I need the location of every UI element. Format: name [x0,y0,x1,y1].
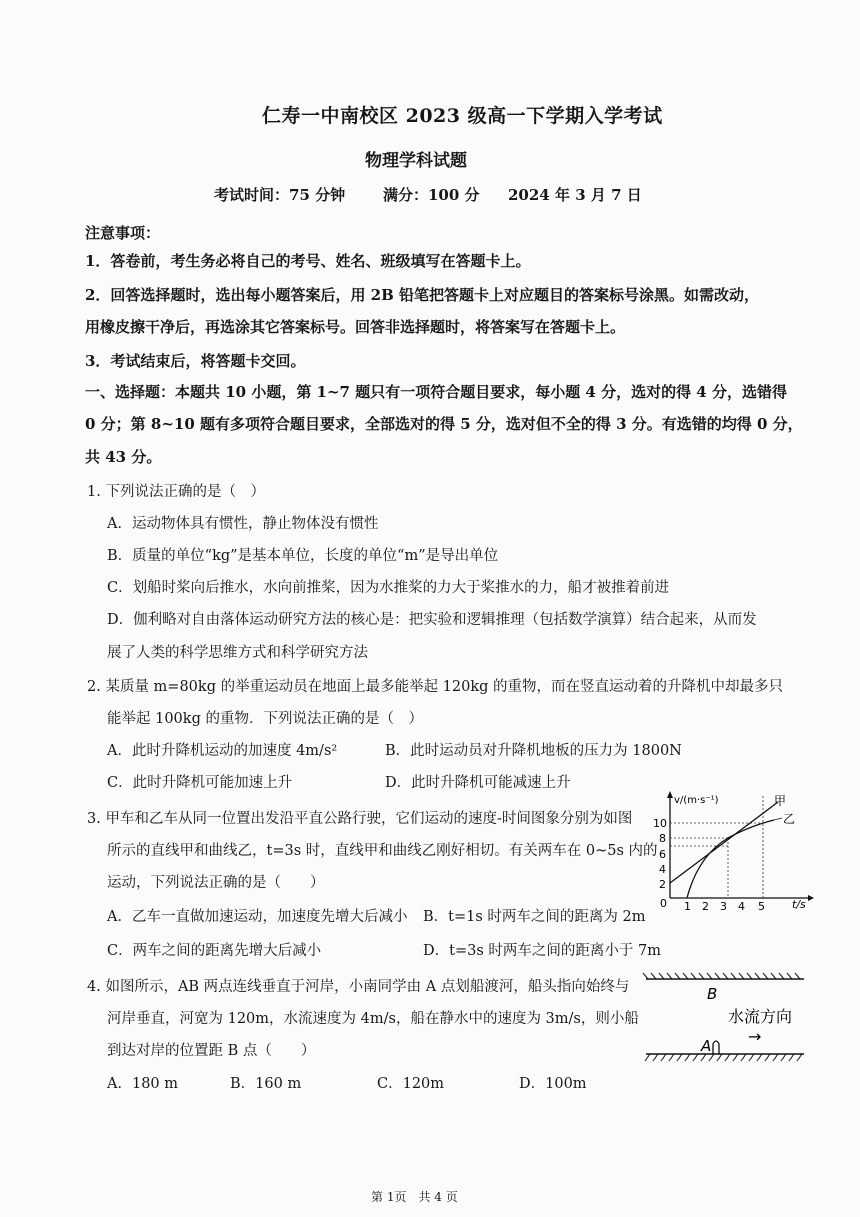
curve-yi-leader [774,818,782,820]
curve-yi-label: 乙 [783,812,796,826]
velocity-time-graph [640,786,820,910]
y-tick-label: 2 [659,878,666,891]
question-2-option-d: D．此时升降机可能减速上升 [385,775,571,791]
question-4-option-a: A．180 m [107,1076,179,1092]
far-bank-hatch [643,973,800,979]
flow-direction-label: 水流方向 [728,1007,793,1026]
exam-title: 仁寿一中南校区 2023 级高一下学期入学考试 [262,105,663,127]
question-2-stem: 2. 某质量 m=80kg 的举重运动员在地面上最多能举起 120kg 的重物，而在竖直运动着的升降机中却最多只 [87,679,784,695]
x-tick-label: 3 [720,900,727,910]
y-tick-label: 4 [659,863,666,876]
question-3-option-b: B．t=1s 时两车之间的距离为 2m [423,909,646,925]
question-3-option-a: A．乙车一直做加速运动，加速度先增大后减小 [107,909,408,925]
question-1-option-b: B．质量的单位“kg”是基本单位，长度的单位“m”是导出单位 [107,548,499,564]
y-tick-label: 10 [653,817,667,830]
section-instructions: 0 分；第 8~10 题有多项符合题目要求，全部选对的得 5 分，选对但不全的得 3 分。有选错的均得 0 分， [85,415,803,433]
question-1-option-c: C．划船时桨向后推水，水向前推桨，因为水推桨的力大于桨推水的力，船才被推着前进 [107,580,670,596]
question-2-option-c: C．此时升降机可能加速上升 [107,775,293,791]
question-4-option-d: D．100m [519,1076,587,1092]
near-bank-hatch [645,1054,802,1061]
x-tick-label: 4 [738,900,745,910]
question-4-stem: 4. 如图所示，AB 两点连线垂直于河岸，小南同学由 A 点划船渡河，船头指向始终与 [87,979,630,995]
y-tick-label: 6 [659,848,666,861]
question-1-option-d-cont: 展了人类的科学思维方式和科学研究方法 [107,645,368,661]
question-1-option-a: A．运动物体具有惯性，静止物体没有惯性 [107,516,379,532]
question-3-stem: 3. 甲车和乙车从同一位置出发沿平直公路行驶，它们运动的速度-时间图象分别为如图 [87,811,633,827]
section-instructions: 共 43 分。 [85,448,162,466]
point-b-label: B [707,985,718,1003]
curve-yi [687,820,774,898]
question-3-stem-cont: 运动，下列说法正确的是（ ） [107,875,325,891]
x-tick-label: 2 [702,900,709,910]
question-3-option-c: C．两车之间的距离先增大后减小 [107,943,322,959]
y-axis-label: v/(m·s⁻¹) [674,795,719,806]
point-a-label: A [701,1037,712,1055]
question-3-stem-cont: 所示的直线甲和曲线乙，t=3s 时，直线甲和曲线乙刚好相切。有关两车在 0~5s 内的 [107,843,658,859]
page-footer: 第 1页 共 4 页 [371,1190,458,1204]
notice-item: 2．回答选择题时，选出每小题答案后，用 2B 铅笔把答题卡上对应题目的答案标号涂黑。如需改动， [85,286,760,304]
flow-arrow-icon: → [748,1027,762,1046]
question-1-stem: 1. 下列说法正确的是（ ） [87,484,265,500]
origin-label: 0 [660,897,667,910]
exam-time: 考试时间：75 分钟 [214,186,346,204]
boat-icon [713,1041,719,1054]
section-instructions: 一、选择题：本题共 10 小题，第 1~7 题只有一项符合题目要求，每小题 4 分，选对的得 4 分，选错得 [85,383,787,401]
question-2-option-b: B．此时运动员对升降机地板的压力为 1800N [385,743,682,759]
question-4-stem-cont: 河岸垂直，河宽为 120m，水流速度为 4m/s，船在静水中的速度为 3m/s，则小船 [107,1011,639,1027]
question-2-stem-cont: 能举起 100kg 的重物．下列说法正确的是（ ） [107,711,423,727]
notice-item: 1．答卷前，考生务必将自己的考号、姓名、班级填写在答题卡上。 [85,252,531,270]
notice-item: 用橡皮擦干净后，再选涂其它答案标号。回答非选择题时，将答案写在答题卡上。 [85,318,626,336]
question-4-option-b: B．160 m [230,1076,302,1092]
y-axis-arrow [667,791,673,798]
notice-heading: 注意事项： [85,224,161,242]
question-2-option-a: A．此时升降机运动的加速度 4m/s² [107,743,338,759]
line-jia [670,802,778,883]
x-tick-label: 5 [758,900,765,910]
y-tick-label: 8 [659,832,666,845]
question-3-option-d: D．t=3s 时两车之间的距离小于 7m [423,943,661,959]
x-tick-label: 1 [684,900,691,910]
question-4-stem-cont: 到达对岸的位置距 B 点（ ） [107,1043,316,1059]
question-1-option-d: D．伽利略对自由落体运动研究方法的核心是：把实验和逻辑推理（包括数学演算）结合起来，从而发 [107,612,757,628]
line-jia-label: 甲 [774,794,787,808]
river-crossing-figure [640,964,810,1064]
question-4-option-c: C．120m [377,1076,445,1092]
full-score: 满分：100 分 [383,186,480,204]
x-axis-label: t/s [792,898,806,910]
exam-subtitle: 物理学科试题 [365,151,467,171]
exam-date: 2024 年 3 月 7 日 [508,186,642,204]
notice-item: 3．考试结束后，将答题卡交回。 [85,352,306,370]
x-axis-arrow [808,895,814,901]
